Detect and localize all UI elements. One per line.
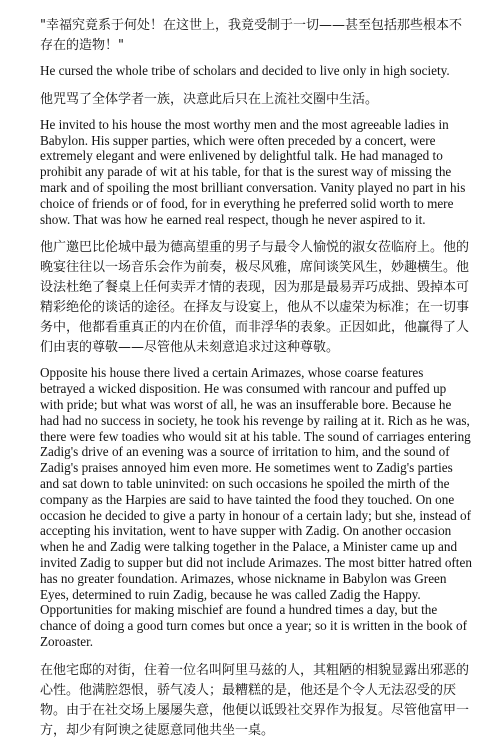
paragraph-invited-zh: 他广邀巴比伦城中最为德高望重的男子与最令人愉悦的淑女莅临府上。他的晚宴往往以一场音乐会作为前奏，极尽风雅，席间谈笑风生，妙趣横生。他设法杜绝了餐桌上任何卖弄才情的表现，因为那是最易弄巧成拙、毁掉本可精彩绝伦的谈话的途径。在择友与设宴上，他从不以虚荣为标准；在一切事务中，他都看重真正的内在价值，而非浮华的表象。正因如此，他赢得了人们由衷的尊敬——尽管他从未刻意追求过这种尊敬。 [40,240,470,356]
paragraph-cursed-en: He cursed the whole tribe of scholars and decided to live only in high society. [40,63,450,78]
paragraph-invited-en: He invited to his house the most worthy men and the most agreeable ladies in Babylon. His supper parties, which were often preceded by a concert, were extremely elegant and were enlivened by delightful talk. He had managed to prohibit any parade of wit at his table, for that is the surest way of missing the mark and of spoiling the most brilliant conversation. Vanity played no part in his choice of friends or of food, for in everything he preferred solid worth to mere show. That was how he earned real respect, though he never aspired to it. [40,116,466,227]
paragraph-arimazes-zh: 在他宅邸的对街，住着一位名叫阿里马兹的人，其粗陋的相貌显露出邪恶的心性。他满腔怨恨，骄气凌人；最糟糕的是，他还是个令人无法忍受的厌物。由于在社交场上屡屡失意，他便以诋毁社交界作为报复。尽管他富甲一方，却少有阿谀之徒愿意同他共坐一桌。 [40,662,470,738]
paragraph-cursed-zh: 他咒骂了全体学者一族，决意此后只在上流社交圈中生活。 [40,91,379,107]
paragraph-quote-zh: "幸福究竟系于何处！在这世上，我竟受制于一切——甚至包括那些根本不存在的造物！" [40,18,462,53]
paragraph-arimazes-en: Opposite his house there lived a certain Arimazes, whose coarse features betrayed a wicked disposition. He was consumed with rancour and puffed up with pride; but what was worst of all, he was an insufferable bore. Because he had had no success in society, he took his revenge by railing at it. Rich as he was, there were few toadies who would sit at his table. The sound of carriages entering Zadig's drive of an evening was a source of irritation to him, and the sound of Zadig's praises annoyed him even more. He sometimes went to Zadig's parties and sat down to table uninvited: on such occasions he spoiled the mirth of the company as the Harpies are said to have tainted the food they touched. On one occasion he decided to give a party in honour of a certain lady; but she, instead of accepting his invitation, went to have supper with Zadig. On another occasion when he and Zadig were talking together in the Palace, a Minister came up and invited Zadig to supper but did not include Arimazes. The most bitter hatred often has no greater foundation. Arimazes, whose nickname in Babylon was Green Eyes, determined to ruin Zadig, because he was called Zadig the Happy. Opportunities for making mischief are found a hundred times a day, but the chance of doing a good turn comes but once a year; so it is written in the book of Zoroaster. [40,365,472,649]
